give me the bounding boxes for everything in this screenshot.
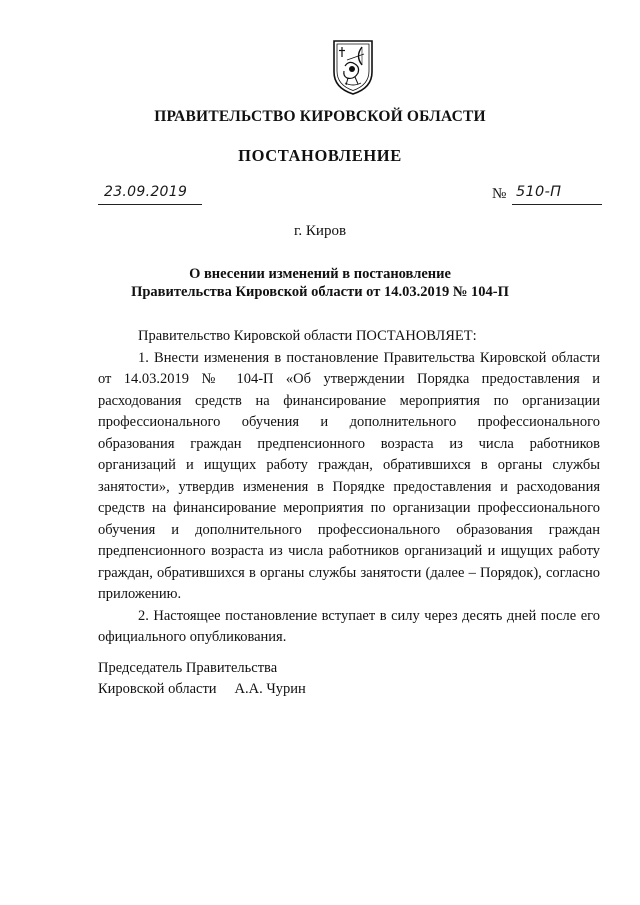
signature-position-region: Кировской области xyxy=(98,681,217,697)
body-item-2: 2. Настоящее постановление вступает в силу через десять дней после его официального опубликования. xyxy=(98,607,600,645)
signatory-name: А.А. Чурин xyxy=(234,681,306,697)
date-field xyxy=(98,184,202,208)
signature-position-line-1: Председатель Правительства xyxy=(98,660,278,676)
document-body xyxy=(98,326,600,649)
number-underline xyxy=(512,204,602,205)
subject-line-1: О внесении изменений в постановление xyxy=(189,266,451,282)
document-date: 23.09.2019 xyxy=(104,184,188,200)
body-intro: Правительство Кировской области ПОСТАНОВЛЯЕТ: xyxy=(138,328,477,344)
coat-of-arms-icon xyxy=(331,38,375,96)
government-title: ПРАВИТЕЛЬСТВО КИРОВСКОЙ ОБЛАСТИ xyxy=(154,108,486,125)
date-underline xyxy=(98,204,202,205)
document-subject xyxy=(0,265,640,301)
signature-block xyxy=(98,658,306,700)
city: г. Киров xyxy=(293,223,347,239)
number-field xyxy=(492,184,602,208)
document-type: ПОСТАНОВЛЕНИЕ xyxy=(238,146,402,165)
body-item-1: 1. Внести изменения в постановление Правительства Кировской области от 14.03.2019 № 104-П «Об утверждении Порядка предоставления и расходования средств на финансирование мероприятия по организации профессионального обучения и дополнительного профессионального образования граждан предпенсионного возраста из числа работников организаций и ищущих работу граждан, обратившихся в органы службы занятости», утвердив изменения в Порядке предоставления и расходования средств на финансирование мероприятия по организации профессионального обучения и дополнительного профессионального образования граждан предпенсионного возраста из числа работников организаций и ищущих работу граждан, обратившихся в органы службы занятости (далее – Порядок), согласно приложению. xyxy=(98,349,600,602)
signature-position-line-2 xyxy=(98,679,306,700)
subject-line-2: Правительства Кировской области от 14.03.2019 № 104-П xyxy=(131,284,509,300)
number-sign: № xyxy=(492,186,507,202)
document-number: 510-П xyxy=(516,184,562,200)
